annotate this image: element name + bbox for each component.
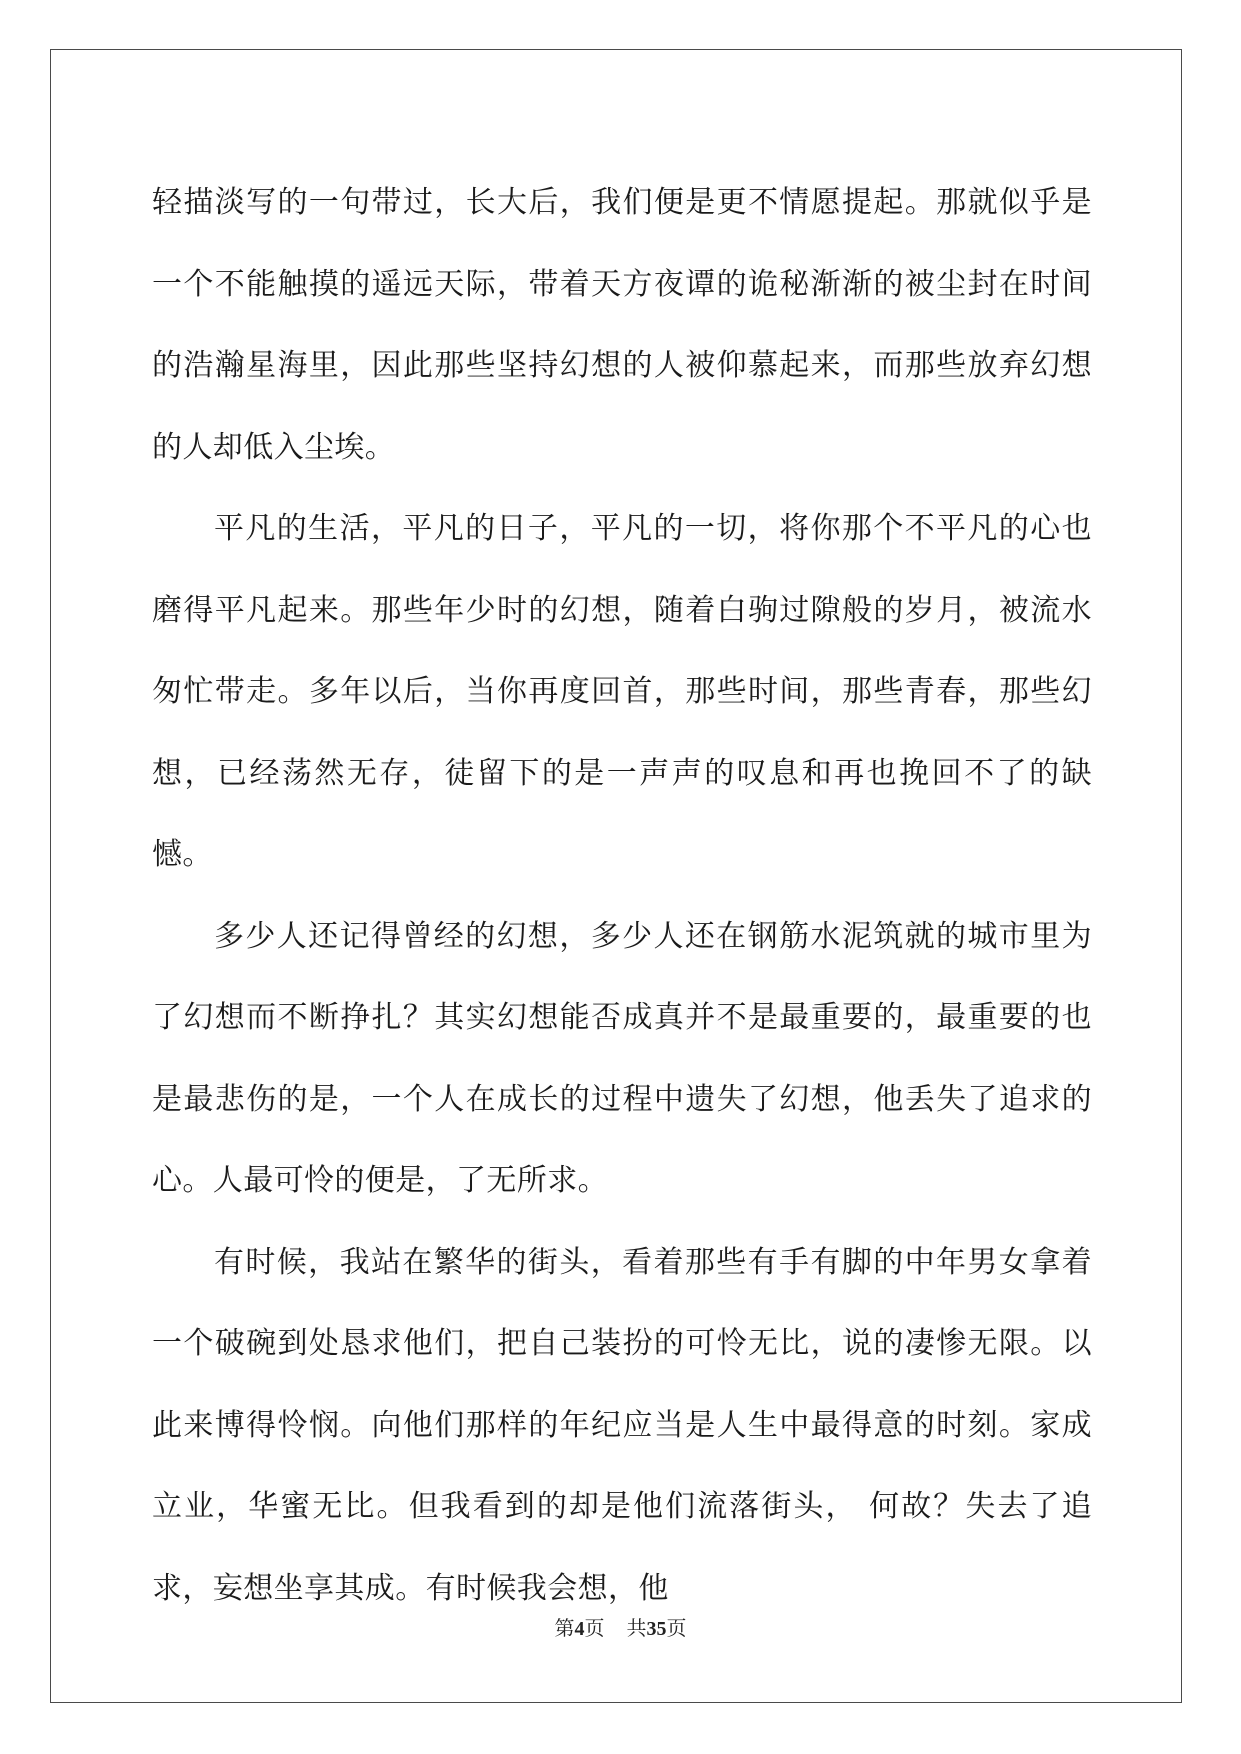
paragraph-1: 轻描淡写的一句带过，长大后，我们便是更不情愿提起。那就似乎是一个不能触摸的遥远天际，带着天方夜谭的诡秘渐渐的被尘封在时间的浩瀚星海里，因此那些坚持幻想的人被仰慕起来，而那些放弃幻想的人却低入尘埃。 [152,185,1092,465]
page-footer [0,1616,1241,1641]
footer-total-suffix: 页 [666,1616,687,1640]
paragraph-4: 有时候，我站在繁华的街头，看着那些有手有脚的中年男女拿着一个破碗到处恳求他们，把自己装扮的可怜无比，说的凄惨无限。以此来博得怜悯。向他们那样的年纪应当是人生中最得意的时刻。家成立业，华蜜无比。但我看到的却是他们流落街头， 何故？失去了追求，妄想坐享其成。有时候我会想，他 [152,1244,1092,1606]
paragraph-2: 平凡的生活，平凡的日子，平凡的一切，将你那个不平凡的心也磨得平凡起来。那些年少时的幻想，随着白驹过隙般的岁月，被流水匆忙带走。多年以后，当你再度回首，那些时间，那些青春，那些幻想，已经荡然无存，徒留下的是一声声的叹息和再也挽回不了的缺憾。 [152,511,1092,872]
document-body [152,162,1092,1629]
footer-total-pages: 35 [646,1618,667,1640]
footer-page-number: 4 [574,1618,585,1640]
footer-prefix: 第 [554,1616,575,1640]
footer-total-prefix: 共 [626,1616,647,1640]
paragraph-3: 多少人还记得曾经的幻想，多少人还在钢筋水泥筑就的城市里为了幻想而不断挣扎？其实幻想能否成真并不是最重要的，最重要的也是最悲伤的是，一个人在成长的过程中遗失了幻想，他丢失了追求的心。人最可怜的便是，了无所求。 [152,918,1092,1198]
footer-page-suffix: 页 [584,1616,605,1640]
